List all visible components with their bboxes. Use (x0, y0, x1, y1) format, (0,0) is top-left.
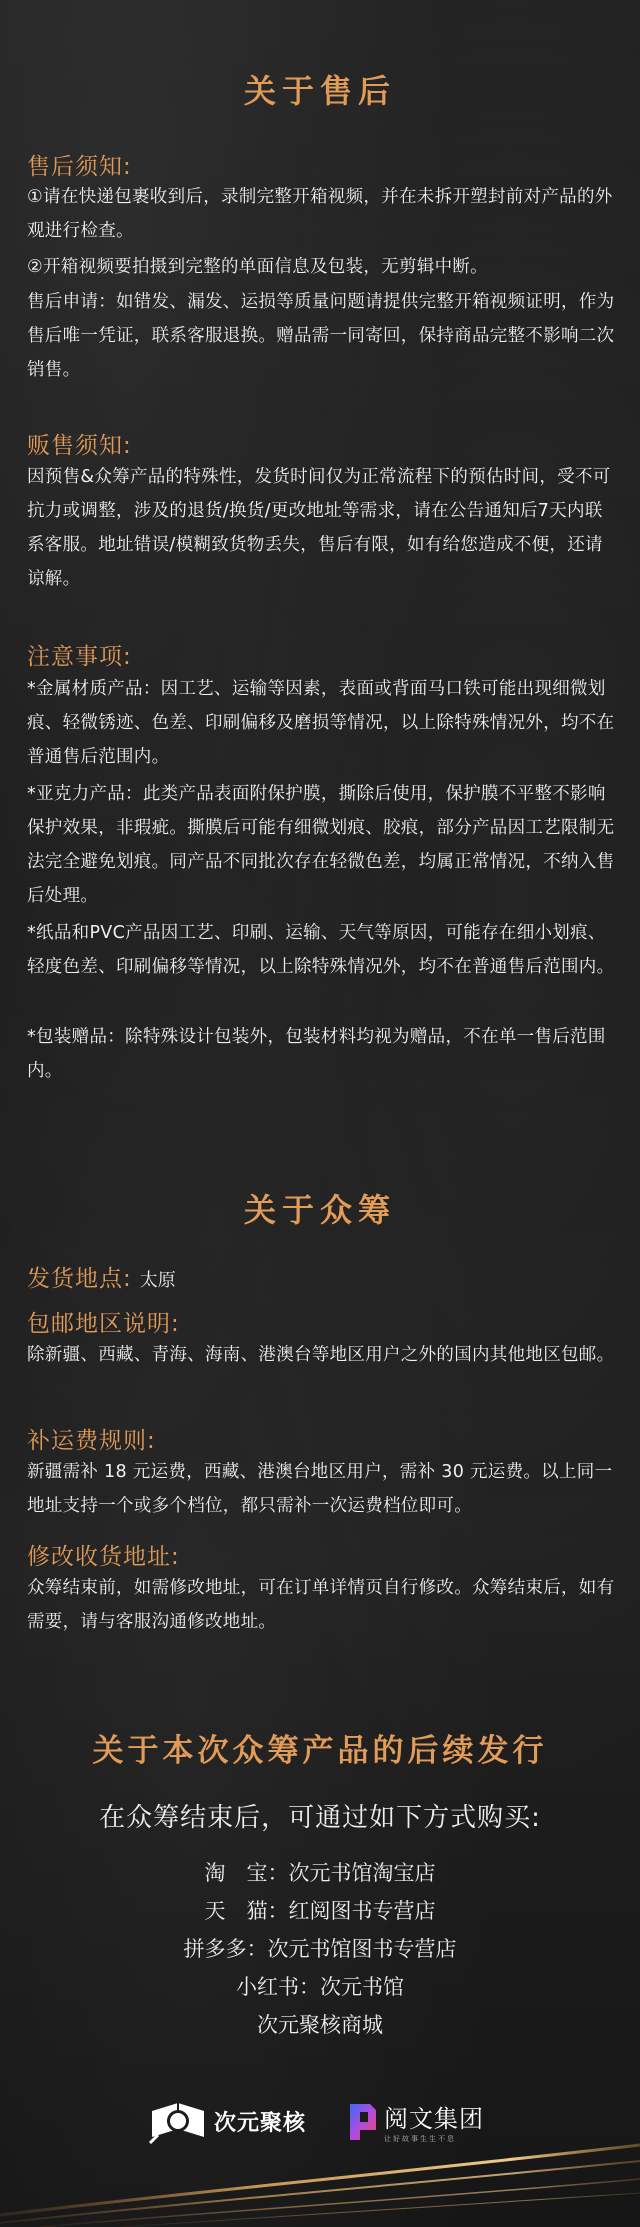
logo-right (348, 2099, 484, 2144)
ship-location-row (27, 1260, 176, 1293)
note-item: *金属材质产品：因工艺、运输等因素，表面或背面马口铁可能出现细微划痕、轻微锈迹、色差、印刷偏移及磨损等情况，以上除特殊情况外，均不在普通售后范围内。 (27, 679, 615, 767)
after-sales-notice-line: ①请在快递包裹收到后，录制完整开箱视频，并在未拆开塑封前对产品的外观进行检查。 (27, 187, 613, 241)
after-sales-notice-line: 售后申请：如错发、漏发、运损等质量问题请提供完整开箱视频证明，作为售后唯一凭证，联系客服退换。赠品需一同寄回，保持商品完整不影响二次销售。 (27, 292, 615, 380)
yuewen-logo-icon (348, 2100, 378, 2144)
shop-line: 淘 宝：次元书馆淘宝店 (204, 1861, 436, 1885)
follow-up-subtitle: 在众筹结束后，可通过如下方式购买: (99, 1803, 541, 1833)
after-sales-notice-line: ②开箱视频要拍摄到完整的单面信息及包装，无剪辑中断。 (27, 257, 488, 277)
extra-fee-text: 新疆需补 18 元运费，西藏、港澳台地区用户，需补 30 元运费。以上同一地址支持一个或多个档位，都只需补一次运费档位即可。 (27, 1462, 613, 1516)
logo-left-text: 次元聚核 (214, 2110, 307, 2136)
after-sales-title: 关于售后 (243, 72, 396, 110)
presale-heading: 贩售须知: (27, 433, 132, 459)
follow-up-title: 关于本次众筹产品的后续发行 (92, 1733, 548, 1769)
ship-location-value: 太原 (139, 1270, 176, 1291)
logo-left (148, 2097, 306, 2145)
extra-fee-heading: 补运费规则: (27, 1428, 156, 1454)
shop-line: 天 猫：红阅图书专营店 (204, 1899, 436, 1923)
change-address-text: 众筹结束前，如需修改地址，可在订单详情页自行修改。众筹结束后，如有需要，请与客服沟通修改地址。 (27, 1578, 615, 1632)
free-shipping-heading: 包邮地区说明: (27, 1311, 180, 1337)
note-item: *包装赠品：除特殊设计包装外，包装材料均视为赠品，不在单一售后范围内。 (27, 1027, 606, 1081)
notes-heading: 注意事项: (27, 644, 132, 670)
book-logo-icon (148, 2097, 210, 2145)
after-sales-notice-heading: 售后须知: (27, 154, 132, 180)
logo-right-text-group (384, 2099, 484, 2144)
presale-text: 因预售&众筹产品的特殊性，发货时间仅为正常流程下的预估时间，受不可抗力或调整，涉及的退货/换货/更改地址等需求，请在公告通知后7天内联系客服。地址错误/模糊致货物丢失，售后有限，如有给您造成不便，还请谅解。 (27, 467, 611, 589)
shop-line: 拼多多：次元书馆图书专营店 (183, 1937, 457, 1961)
crowdfunding-title: 关于众筹 (243, 1191, 396, 1229)
logo-right-tagline: 让好故事生生不息 (384, 2135, 456, 2143)
note-item: *亚克力产品：此类产品表面附保护膜，撕除后使用，保护膜不平整不影响保护效果，非瑕疵。撕膜后可能有细微划痕、胶痕，部分产品因工艺限制无法完全避免划痕。同产品不同批次存在轻微色差，均属正常情况，不纳入售后处理。 (27, 784, 615, 906)
free-shipping-text: 除新疆、西藏、青海、海南、港澳台等地区用户之外的国内其他地区包邮。 (27, 1345, 615, 1365)
gold-swoosh-decoration (0, 2087, 640, 2227)
change-address-heading: 修改收货地址: (27, 1544, 180, 1570)
shop-line: 次元聚核商城 (257, 2013, 383, 2037)
shop-line: 小红书：次元书馆 (236, 1975, 404, 1999)
note-item: *纸品和PVC产品因工艺、印刷、运输、天气等原因，可能存在细小划痕、轻度色差、印刷偏移等情况，以上除特殊情况外，均不在普通售后范围内。 (27, 923, 615, 977)
ship-location-label: 发货地点: (27, 1266, 132, 1292)
logo-right-text: 阅文集团 (384, 2105, 484, 2133)
